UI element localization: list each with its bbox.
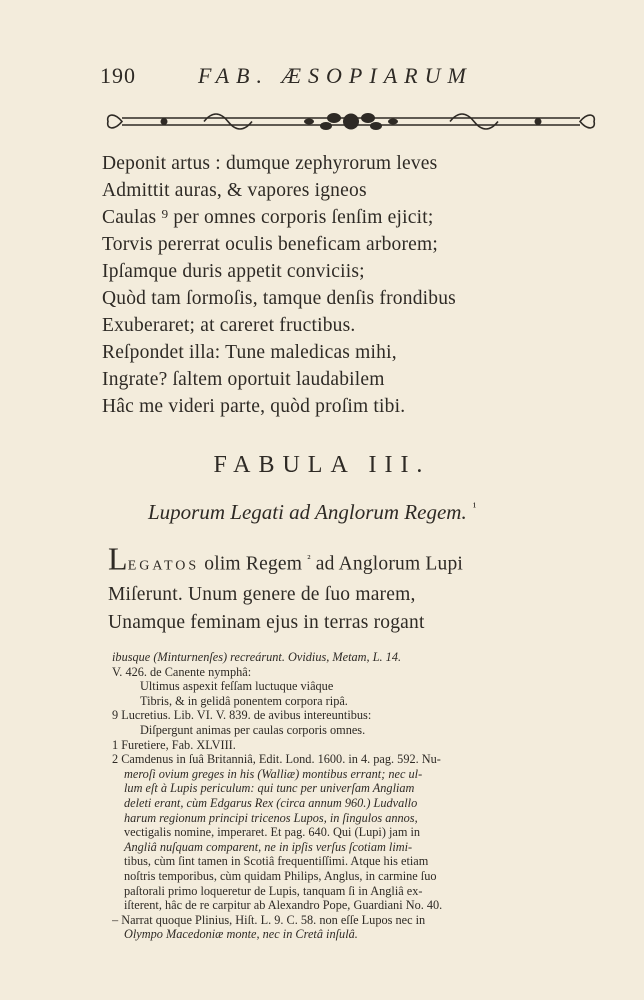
footnote-line: meroſi ovium greges in his (Walliæ) montibus errant; nec ul- — [124, 766, 423, 781]
page-header — [100, 63, 520, 97]
first-word-smallcaps: EGATOS — [127, 558, 200, 574]
first-line-text: olim Regem — [204, 553, 303, 575]
initial-letter: L — [108, 540, 128, 577]
verse-block — [102, 150, 522, 420]
page-number: 190 — [100, 63, 136, 88]
verse-line: Miſerunt. Unum genere de ſuo marem, — [108, 583, 416, 605]
footnote-line: noſtris temporibus, cùm quidam Philips, Anglus, in carmine ſuo — [124, 868, 437, 883]
verse-line: Deponit artus : dumque zephyrorum leves — [102, 153, 438, 174]
footnote-line: Olympo Macedoniæ monte, nec in Cretâ inſulâ. — [124, 927, 358, 942]
fable-subtitle — [148, 500, 476, 525]
fable-verse-block — [108, 540, 538, 637]
footnote-line: deleti erant, cùm Edgarus Rex (circa annum 960.) Ludvallo — [124, 795, 418, 810]
footnote-line: Angliâ nuſquam comparent, ne in ipſis verſus ſcotiam limi- — [124, 839, 413, 854]
running-head: FAB. ÆSOPIARUM — [198, 63, 473, 88]
verse-line: Ingrate? ſaltem oportuit laudabilem — [102, 369, 385, 390]
verse-line: Hâc me videri parte, quòd proſim tibi. — [102, 396, 406, 417]
verse-line: Unamque feminam ejus in terras rogant — [108, 611, 425, 633]
footnote-line: lum eſt à Lupis periculum: qui tunc per univerſam Angliam — [124, 781, 415, 796]
footnote-line: 2 Camdenus in ſuâ Britanniâ, Edit. Lond. 1600. in 4. pag. 592. Nu- — [112, 752, 441, 767]
footnote-line: vectigalis nomine, imperaret. Et pag. 640. Qui (Lupi) jam in — [124, 825, 421, 840]
footnote-line: V. 426. de Canente nymphâ: — [112, 664, 252, 679]
verse-line: Quòd tam ſormoſis, tamque denſis frondibus — [102, 288, 456, 309]
ornamental-rule — [104, 104, 598, 140]
footnote-marker: ¹ — [472, 500, 477, 514]
verse-line: Reſpondet illa: Tune maledicas mihi, — [102, 342, 397, 363]
fable-subtitle-text: Luporum Legati ad Anglorum Regem. — [148, 500, 467, 524]
footnote-line: ibusque (Minturnenſes) recreárunt. Ovidius, Metam, L. 14. — [112, 650, 402, 664]
footnote-line: paſtorali primo loqueretur de Lupis, tanquam ſi in Angliâ ex- — [124, 883, 423, 898]
verse-line: Exuberaret; at careret fructibus. — [102, 315, 356, 336]
verse-line: Ipſamque duris appetit conviciis; — [102, 261, 365, 282]
verse-line: Caulas ⁹ per omnes corporis ſenſim ejicit; — [102, 207, 434, 228]
footnote-line: 1 Furetiere, Fab. XLVIII. — [112, 737, 236, 752]
footnote-marker: ² — [307, 553, 311, 565]
verse-line: Admittit auras, & vapores igneos — [102, 180, 367, 201]
fable-title: FABULA III. — [213, 452, 431, 478]
footnote-line: – Narrat quoque Plinius, Hiſt. L. 9. C. 58. non eſſe Lupos nec in — [112, 912, 426, 927]
verse-line: Torvis pererrat oculis beneficam arborem; — [102, 234, 439, 255]
footnote-line: Ultimus aspexit feſſam luctuque viâque — [140, 679, 334, 694]
footnotes — [112, 650, 620, 942]
footnote-line: 9 Lucretius. Lib. VI. V. 839. de avibus intereuntibus: — [112, 708, 372, 723]
footnote-line: iſterent, hâc de re carpitur ab Alexandro Pope, Guardiani No. 40. — [124, 898, 443, 913]
fable-first-line — [108, 540, 538, 581]
footnote-line: Diſpergunt animas per caulas corporis omnes. — [140, 722, 366, 737]
footnote-line: Tibris, & in gelidâ ponentem corpora ripâ. — [140, 693, 348, 708]
footnote-line: tibus, cùm ſint tamen in Scotiâ frequentiſſimi. Atque his etiam — [124, 854, 429, 869]
first-line-tail: ad Anglorum Lupi — [315, 553, 464, 575]
footnote-line: harum regionum principi tricenos Lupos, in ſingulos annos, — [124, 810, 418, 825]
